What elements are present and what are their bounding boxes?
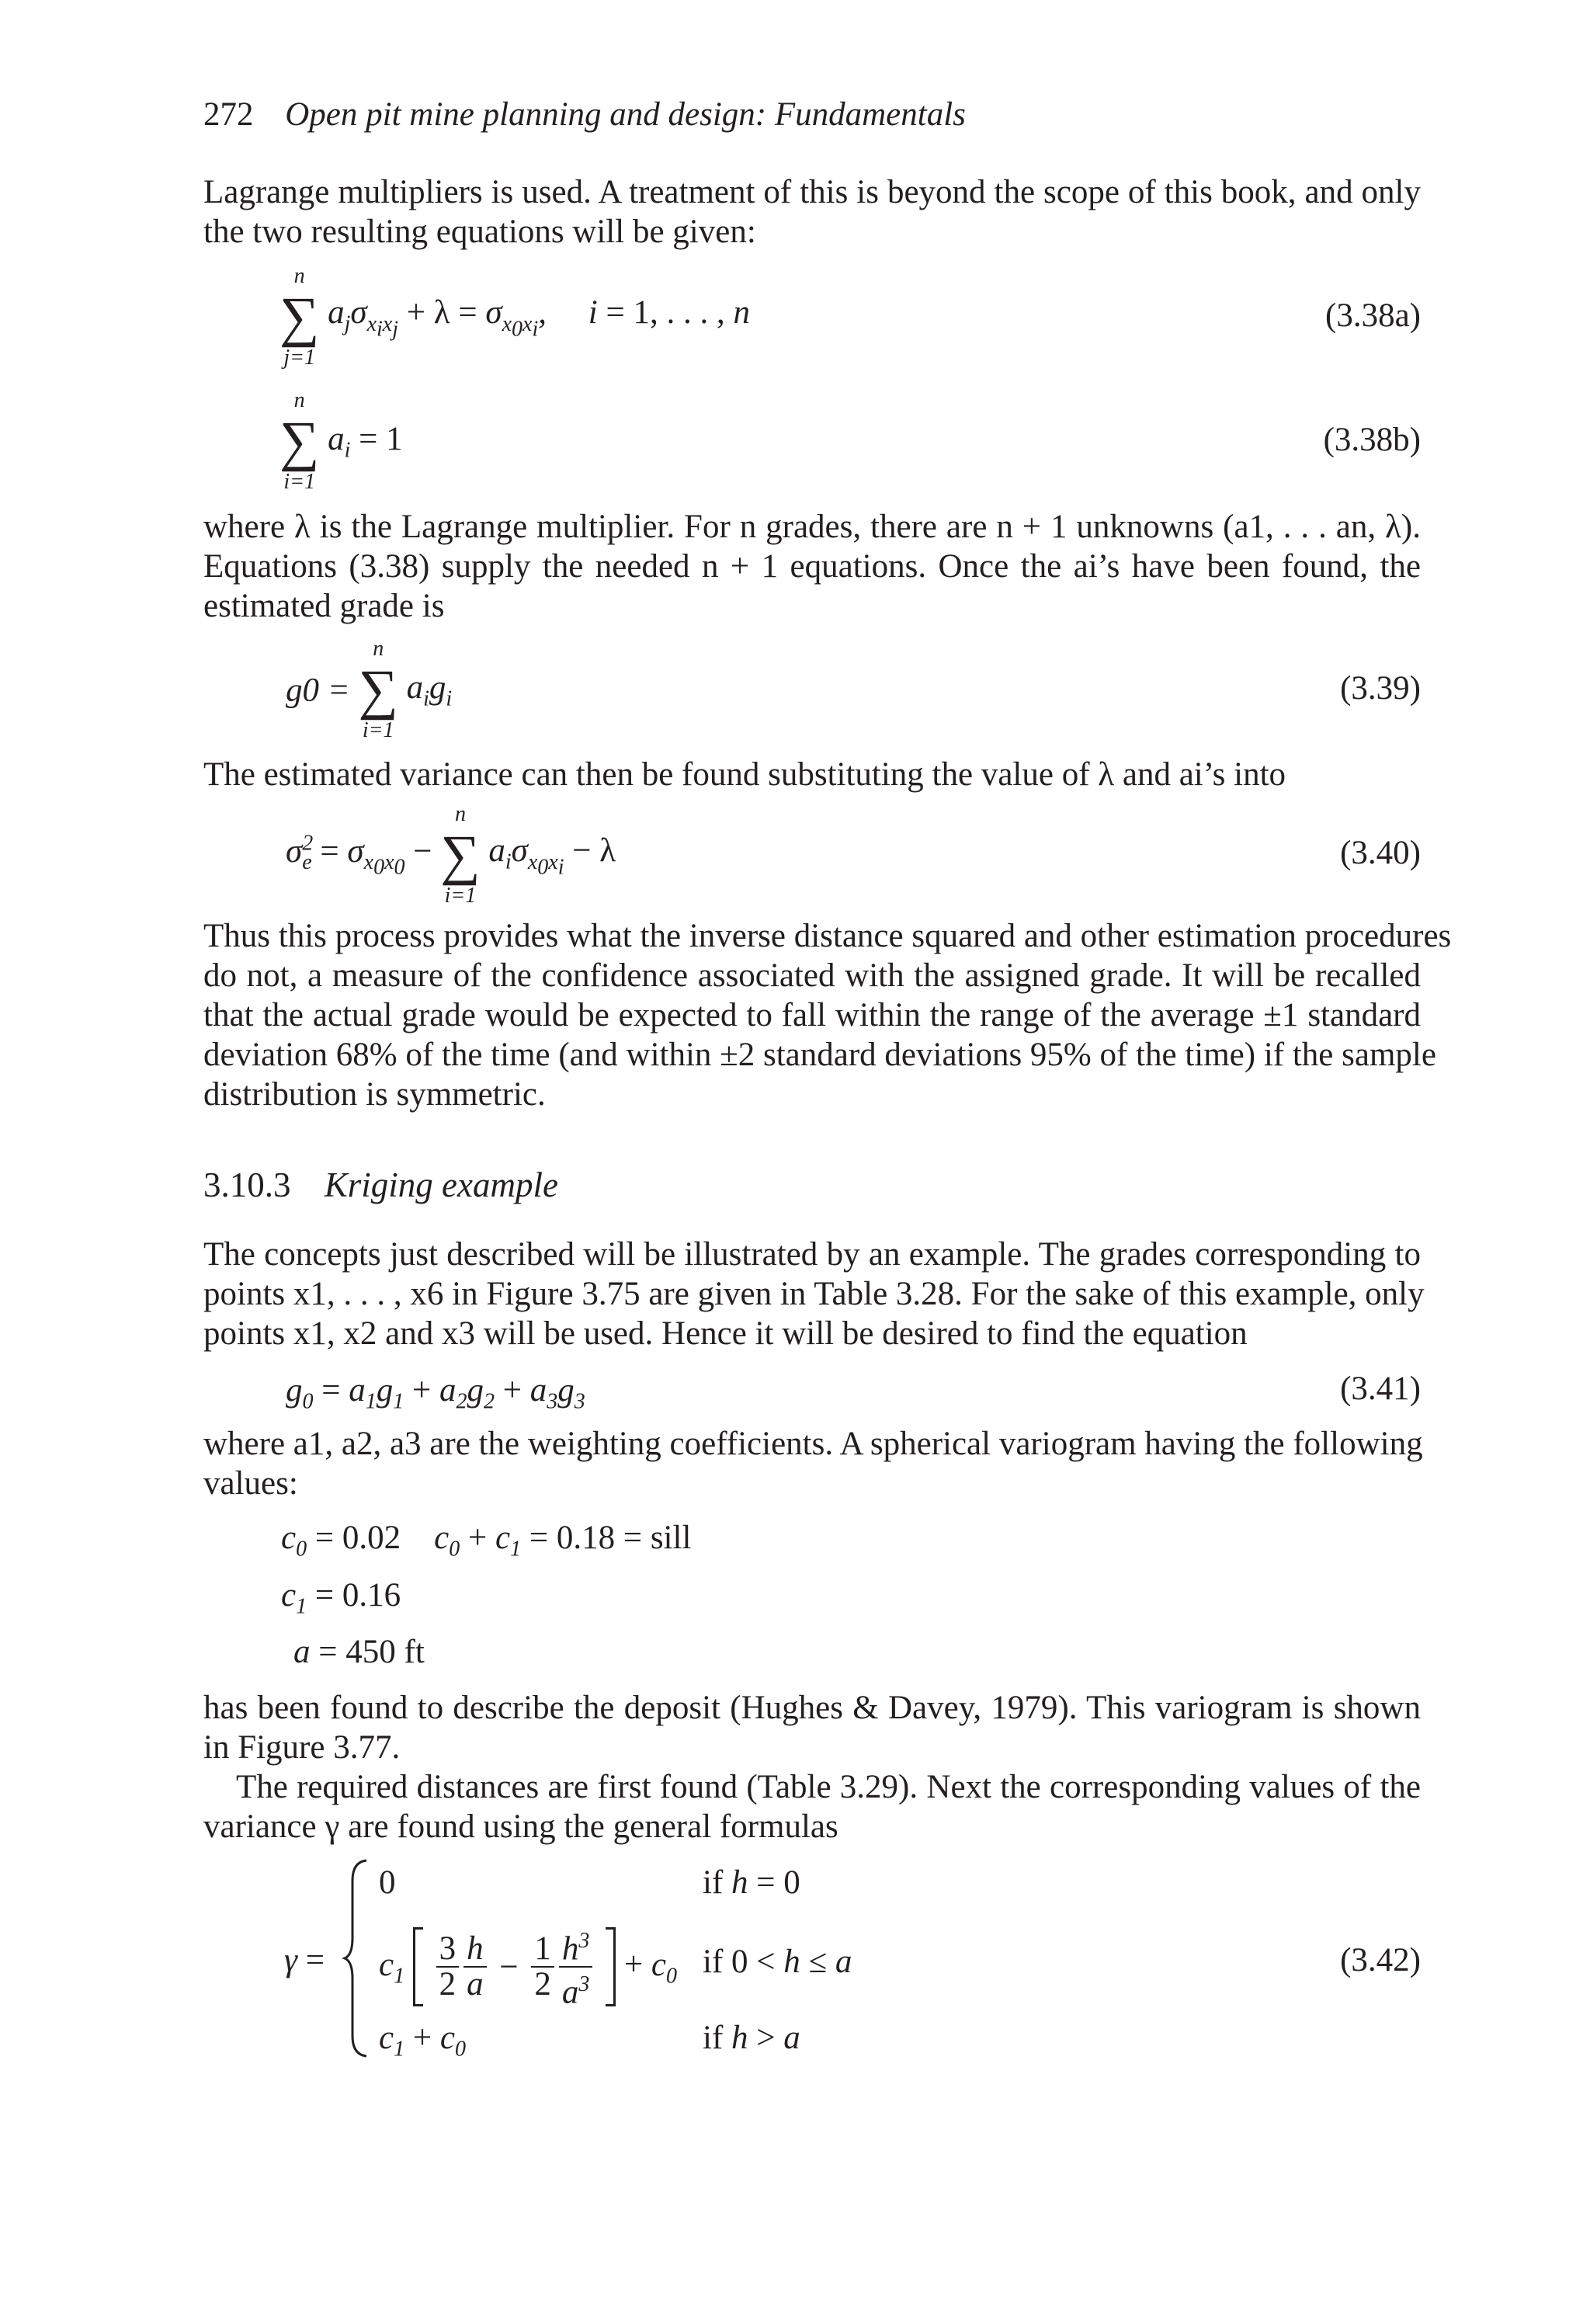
text-line: The required distances are first found (Table 3.29). Next the corresponding values of the bbox=[236, 1769, 1421, 1805]
equation-body: $a_j\sigma_{x_ix_j} + \lambda = \sigma_{x_0x_i}$, i = 1, . . . , n bbox=[328, 294, 750, 342]
text-line: Thus this process provides what the inverse distance squared and other estimation procedures bbox=[203, 918, 1452, 954]
equation-3-40 bbox=[286, 802, 616, 909]
case1-condition: if h = 0 bbox=[703, 1864, 800, 1901]
text-line: deviation 68% of the time (and within ±2 standard deviations 95% of the time) if the sample bbox=[203, 1037, 1436, 1073]
summation-symbol: n ∑ i=1 bbox=[358, 637, 398, 742]
running-title: Open pit mine planning and design: Fundamentals bbox=[285, 96, 966, 133]
running-header bbox=[203, 96, 966, 134]
case2-condition: if 0 < h ≤ a bbox=[703, 1944, 852, 1980]
text-line: in Figure 3.77. bbox=[203, 1729, 401, 1766]
text-line: The estimated variance can then be found substituting the value of λ and ai’s into bbox=[203, 756, 1286, 793]
equation-3-38b bbox=[279, 388, 403, 495]
equation-lhs: γ = bbox=[284, 1942, 325, 1978]
summation-symbol: n ∑ i=1 bbox=[440, 802, 481, 908]
variogram-range: a = 450 ft bbox=[293, 1634, 425, 1670]
equation-number: (3.38b) bbox=[1323, 422, 1421, 458]
case3-value: $c_1 + c_0$ bbox=[379, 2020, 466, 2062]
section-title: Kriging example bbox=[324, 1165, 558, 1204]
case1-value: 0 bbox=[379, 1864, 396, 1901]
equation-number: (3.40) bbox=[1340, 835, 1421, 871]
variogram-c1: $c_1 = 0.16$ bbox=[281, 1577, 401, 1619]
text-line: The concepts just described will be illustrated by an example. The grades corresponding to bbox=[203, 1236, 1421, 1273]
equation-number: (3.41) bbox=[1340, 1370, 1421, 1407]
text-line: where λ is the Lagrange multiplier. For n grades, there are n + 1 unknowns (a1, . . . an, λ). bbox=[203, 509, 1421, 545]
paragraph-lagrange-multiplier bbox=[203, 507, 1421, 626]
equation-body: $a_i = 1$ bbox=[328, 421, 403, 463]
section-heading bbox=[203, 1165, 558, 1205]
text-line: values: bbox=[203, 1465, 298, 1502]
text-line: estimated grade is bbox=[203, 588, 445, 624]
paragraph-example bbox=[203, 1235, 1425, 1353]
section-number: 3.10.3 bbox=[203, 1165, 291, 1204]
case2-value: $c_1$ $\frac{3}{2}$ $\frac{h}{a}$ − $\frac{1}{2}$ $\frac{h^3}{a^3}$ + $c_0$ bbox=[379, 1924, 677, 2010]
equation-number: (3.42) bbox=[1340, 1942, 1421, 1978]
equation-body: $a_ig_i$ bbox=[406, 669, 453, 711]
equation-3-39 bbox=[286, 637, 452, 744]
equation-lhs: g0 = bbox=[286, 672, 350, 709]
text-line: distribution is symmetric. bbox=[203, 1076, 546, 1113]
summation-symbol: n ∑ i=1 bbox=[279, 388, 320, 494]
text-line: where a1, a2, a3 are the weighting coefficients. A spherical variogram having the following bbox=[203, 1426, 1423, 1462]
text-line: do not, a measure of the confidence associated with the assigned grade. It will be recalled bbox=[203, 957, 1421, 994]
equation-number: (3.39) bbox=[1340, 670, 1421, 707]
paragraph-variance bbox=[203, 755, 1421, 794]
equation-lhs: $\sigma^2_e = \sigma_{x_0x_0}$ − bbox=[286, 831, 432, 880]
left-brace bbox=[342, 1857, 373, 2059]
paragraph-lagrange bbox=[203, 172, 1421, 252]
text-line: that the actual grade would be expected to fall within the range of the average ±1 standard bbox=[203, 997, 1421, 1033]
paragraph-weighting bbox=[203, 1424, 1421, 1503]
variogram-c0: $c_0 = 0.02$ $c_0 + c_1 = 0.18$ = sill bbox=[281, 1520, 692, 1561]
text-line: Equations (3.38) supply the needed n + 1 equations. Once the ai’s have been found, the bbox=[203, 548, 1421, 585]
text-line: points x1, x2 and x3 will be used. Hence it will be desired to find the equation bbox=[203, 1315, 1248, 1352]
text-line: has been found to describe the deposit (Hughes & Davey, 1979). This variogram is shown bbox=[203, 1690, 1421, 1726]
paragraph-distances bbox=[203, 1767, 1421, 1846]
text-line: variance γ are found using the general formulas bbox=[203, 1808, 838, 1845]
text-line: Lagrange multipliers is used. A treatment of this is beyond the scope of this book, and only bbox=[203, 174, 1421, 210]
page-number: 272 bbox=[203, 96, 254, 133]
paragraph-confidence bbox=[203, 916, 1452, 1114]
equation-number: (3.38a) bbox=[1325, 297, 1421, 334]
equation-3-38a bbox=[279, 264, 750, 371]
text-line: points x1, . . . , x6 in Figure 3.75 are given in Table 3.28. For the sake of this example, only bbox=[203, 1276, 1425, 1312]
equation-3-41: $g_0 = a_1g_1 + a_2g_2 + a_3g_3$ bbox=[286, 1372, 585, 1414]
equation-body: $a_i\sigma_{x_0x_i} - \lambda$ bbox=[488, 832, 616, 880]
summation-symbol: n ∑ j=1 bbox=[279, 264, 320, 370]
text-line: the two resulting equations will be given: bbox=[203, 214, 756, 250]
case3-condition: if h > a bbox=[703, 2020, 800, 2056]
paragraph-deposit bbox=[203, 1688, 1421, 1767]
